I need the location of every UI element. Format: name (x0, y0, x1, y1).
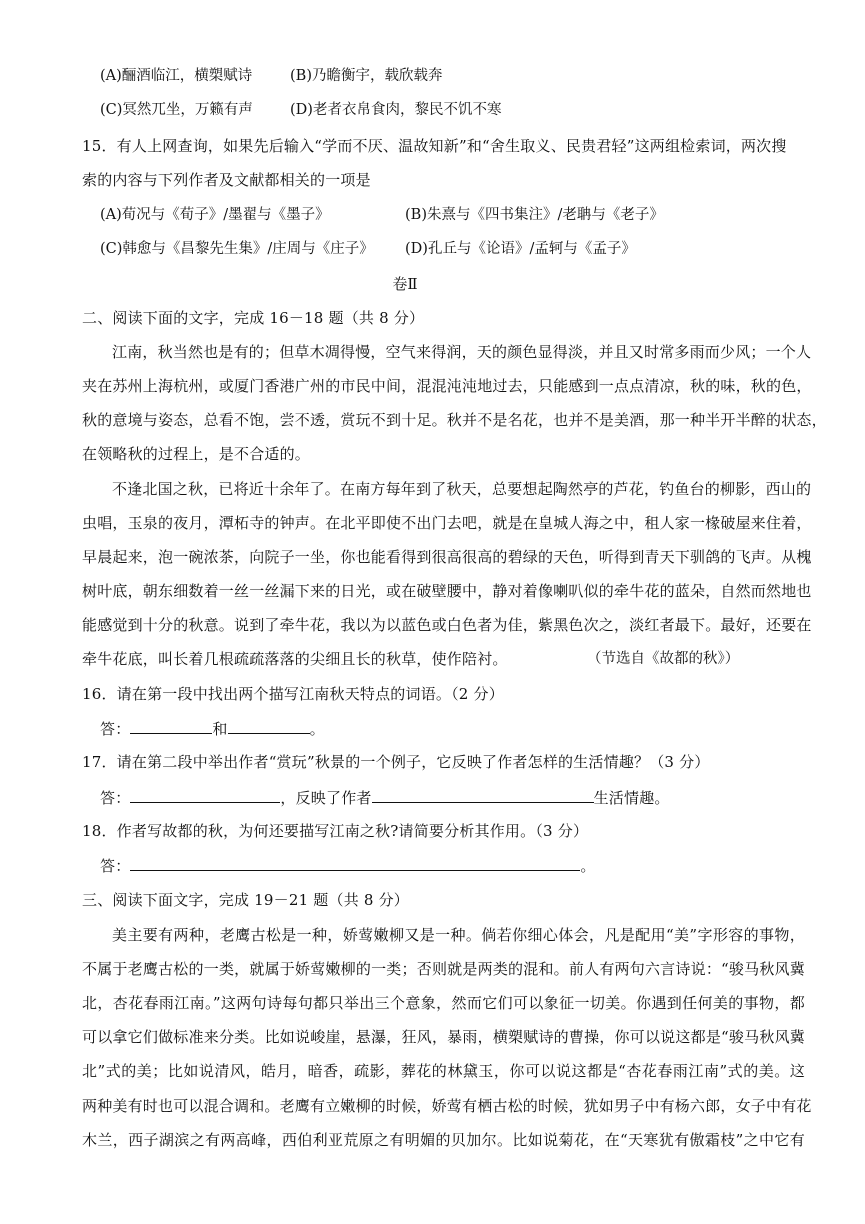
section2-paragraph2-line: 早晨起来，泡一碗浓茶，向院子一坐，你也能看得到很高很高的碧绿的天色，听得到青天下驯鸽的飞声。从槐 (82, 548, 812, 566)
section2-paragraph1-line: 在领略秋的过程上，是不合适的。 (82, 445, 311, 463)
q15-option-c: (C)韩愈与《昌黎先生集》/庄周与《庄子》 (100, 241, 374, 257)
q15-option-d: (D)孔丘与《论语》/孟轲与《孟子》 (405, 241, 636, 257)
section3-paragraph-line: 美主要有两种，老鹰古松是一种，娇莺嫩柳又是一种。倘若你细心体会，凡是配用“美”字形容的事物， (112, 926, 805, 944)
q17-stem: 17．请在第二段中举出作者“赏玩”秋景的一个例子，它反映了作者怎样的生活情趣？（3 分） (82, 753, 710, 771)
q15-stem-line: 索的内容与下列作者及文献都相关的一项是 (82, 171, 371, 189)
q18-answer-line (100, 855, 805, 876)
q17-answer-line (100, 787, 805, 808)
section3-paragraph-line: 北”式的美；比如说清风，皓月，暗香，疏影，葬花的林黛玉，你可以说这都是“杏花春雨江南”式的美。这 (82, 1062, 805, 1080)
answer-label: 答： (100, 789, 131, 807)
section3-paragraph-line: 木兰，西子湖滨之有两高峰，西伯利亚荒原之有明媚的贝加尔。比如说菊花，在“天寒犹有傲霜枝”之中它有 (82, 1131, 805, 1149)
q16-and-text: 和 (212, 720, 228, 738)
q14-option-a: (A)酾酒临江，横槊赋诗 (100, 68, 253, 84)
section3-paragraph-line: 不属于老鹰古松的一类，就属于娇莺嫩柳的一类；否则就是两类的混和。前人有两句六言诗说：“骏马秋风冀 (82, 960, 805, 978)
q18-answer-blank[interactable] (130, 855, 580, 871)
q14-option-d: (D)老者衣帛食肉，黎民不饥不寒 (290, 102, 502, 118)
section2-paragraph1-line: 夹在苏州上海杭州，或厦门香港广州的市民中间，混混沌沌地过去，只能感到一点点清凉，秋的味，秋的色， (82, 377, 812, 395)
section2-paragraph2-line: 牵牛花底，叫长着几根疏疏落落的尖细且长的秋草，使作陪衬。 (82, 650, 508, 668)
q14-option-b: (B)乃瞻衡宇，载欣载奔 (290, 68, 443, 84)
section2-heading: 二、阅读下面的文字，完成 16－18 题（共 8 分） (82, 309, 425, 327)
section2-paragraph2-line: 虫唱，玉泉的夜月，潭柘寺的钟声。在北平即使不出门去吧，就是在皇城人海之中，租人家一椽破屋来住着， (82, 514, 812, 532)
section2-paragraph2-line: 树叶底，朝东细数着一丝一丝漏下来的日光，或在破壁腰中，静对着像喇叭似的牵牛花的蓝朵，自然而然地也 (82, 582, 812, 600)
q18-period: 。 (580, 857, 596, 875)
q14-option-c: (C)冥然兀坐，万籁有声 (100, 102, 253, 118)
section3-paragraph-line: 北，杏花春雨江南。”这两句诗每句都只举出三个意象，然而它们可以象征一切美。你遇到任何美的事物，都 (82, 994, 805, 1012)
volume-title: 卷Ⅱ (392, 275, 418, 293)
q15-option-b: (B)朱熹与《四书集注》/老聃与《老子》 (405, 207, 664, 223)
section3-paragraph-line: 两种美有时也可以混合调和。老鹰有立嫩柳的时候，娇莺有栖古松的时候，犹如男子中有杨六郎，女子中有花 (82, 1097, 812, 1115)
q16-period: 。 (309, 720, 325, 738)
q18-stem: 18．作者写故都的秋，为何还要描写江南之秋?请简要分析其作用。（3 分） (82, 822, 589, 840)
answer-label: 答： (100, 857, 131, 875)
section2-paragraph2-line: 能感觉到十分的秋意。说到了牵牛花，我以为以蓝色或白色者为佳，紫黑色次之，淡红者最下。最好，还要在 (82, 616, 812, 634)
answer-label: 答： (100, 720, 131, 738)
section3-paragraph-line: 可以拿它们做标准来分类。比如说峻崖，悬瀑，狂风，暴雨，横槊赋诗的曹操，你可以说这都是“骏马秋风冀 (82, 1028, 805, 1046)
q17-mid-text: ，反映了作者 (280, 789, 372, 807)
q17-answer-blank-2[interactable] (372, 787, 594, 803)
q17-answer-blank-1[interactable] (130, 787, 280, 803)
passage-source: （节选自《故都的秋》） (587, 651, 740, 667)
section2-paragraph2-line: 不逢北国之秋，已将近十余年了。在南方每年到了秋天，总要想起陶然亭的芦花，钓鱼台的柳影，西山的 (112, 480, 812, 498)
q17-end-text: 生活情趣。 (593, 789, 670, 807)
section3-heading: 三、阅读下面文字，完成 19－21 题（共 8 分） (82, 891, 409, 909)
q15-option-a: (A)荀况与《荀子》/墨翟与《墨子》 (100, 207, 330, 223)
section2-paragraph1-line: 江南，秋当然也是有的；但草木凋得慢，空气来得润，天的颜色显得淡，并且又时常多雨而少风；一个人 (112, 343, 812, 361)
q16-answer-blank-2[interactable] (228, 718, 310, 734)
q16-answer-line (100, 718, 805, 739)
q15-stem-line: 15．有人上网查询，如果先后输入“学而不厌、温故知新”和“舍生取义、民贵君轻”这两组检索词，两次搜 (82, 137, 787, 155)
q16-stem: 16．请在第一段中找出两个描写江南秋天特点的词语。（2 分） (82, 685, 504, 703)
section2-paragraph1-line: 秋的意境与姿态，总看不饱，尝不透，赏玩不到十足。秋并不是名花，也并不是美酒，那一种半开半醉的状态， (82, 411, 827, 429)
q16-answer-blank-1[interactable] (130, 718, 212, 734)
